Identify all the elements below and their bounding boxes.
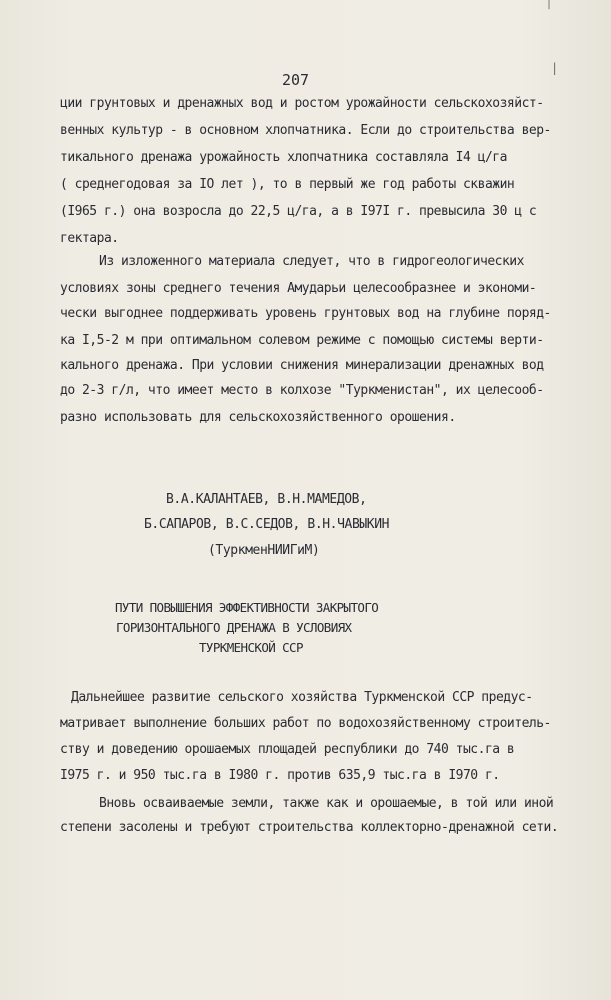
- text-line: степени засолены и требуют строительства коллекторно-дренажной сети.: [60, 820, 559, 835]
- affiliation: (ТуркменНИИГиМ): [208, 543, 320, 558]
- text-line: ции грунтовых и дренажных вод и ростом урожайности сельскохозяйст-: [60, 96, 544, 111]
- text-line: I975 г. и 950 тыс.га в I980 г. против 635,9 тыс.га в I970 г.: [60, 768, 500, 783]
- margin-mark-top: |: [546, 0, 553, 10]
- authors-line: В.А.КАЛАНТАЕВ, В.Н.МАМЕДОВ,: [166, 492, 367, 507]
- text-line: гектара.: [60, 231, 119, 246]
- margin-mark-side: |: [551, 61, 559, 75]
- text-line: чески выгоднее поддерживать уровень грунтовых вод на глубине поряд-: [60, 306, 551, 321]
- text-line: Вновь осваиваемые земли, также как и орошаемые, в той или иной: [99, 796, 554, 811]
- title-line: ГОРИЗОНТАЛЬНОГО ДРЕНАЖА В УСЛОВИЯХ: [116, 620, 352, 635]
- text-line: ( среднегодовая за IO лет ), то в первый же год работы скважин: [60, 177, 515, 192]
- text-line: Дальнейшее развитие сельского хозяйства Туркменской ССР предус-: [71, 690, 533, 705]
- text-line: условиях зоны среднего течения Амударьи целесообразнее и экономи-: [60, 281, 537, 296]
- text-line: до 2-3 г/л, что имеет место в колхозе "Туркменистан", их целесооб-: [60, 383, 544, 398]
- text-line: ка I,5-2 м при оптимальном солевом режиме с помощью системы верти-: [60, 333, 544, 348]
- text-line: кального дренажа. При условии снижения минерализации дренажных вод: [60, 358, 544, 373]
- text-line: тикального дренажа урожайность хлопчатника составляла I4 ц/га: [60, 150, 507, 165]
- text-line: (I965 г.) она возросла до 22,5 ц/га, а в I97I г. превысила 30 ц с: [60, 204, 537, 219]
- text-line: разно использовать для сельскохозяйственного орошения.: [60, 410, 456, 425]
- title-line: ТУРКМЕНСКОЙ ССР: [199, 640, 303, 655]
- text-line: венных культур - в основном хлопчатника. Если до строительства вер-: [60, 123, 551, 138]
- page-number: 207: [282, 71, 310, 89]
- text-line: матривает выполнение больших работ по водохозяйственному строитель-: [60, 716, 551, 731]
- authors-line: Б.САПАРОВ, В.С.СЕДОВ, В.Н.ЧАВЫКИН: [144, 517, 390, 532]
- text-line: Из изложенного материала следует, что в гидрогеологических: [99, 254, 524, 269]
- text-line: ству и доведению орошаемых площадей республики до 740 тыс.га в: [60, 742, 515, 757]
- title-line: ПУТИ ПОВЫШЕНИЯ ЭФФЕКТИВНОСТИ ЗАКРЫТОГО: [115, 600, 379, 615]
